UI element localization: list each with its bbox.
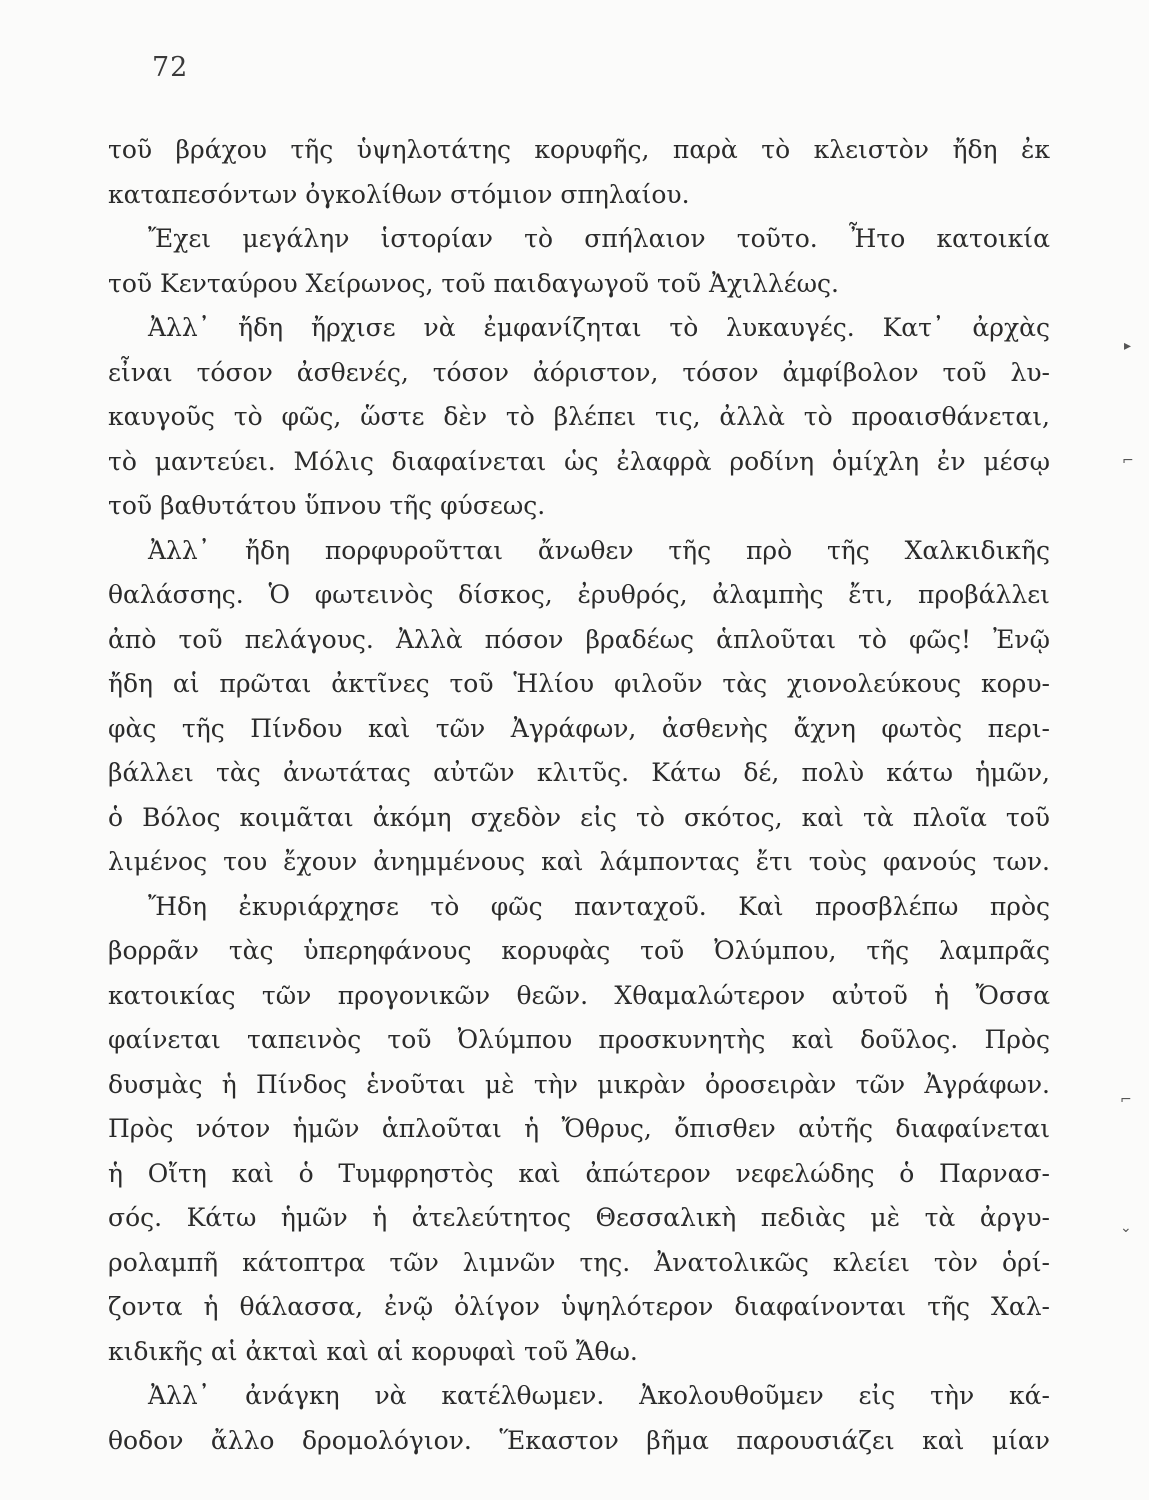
page-number: 72	[152, 52, 189, 83]
text-line: καυγοῦς τὸ φῶς, ὥστε δὲν τὸ βλέπει τις, ἀλλὰ τὸ προαισθάνεται,	[108, 402, 1050, 431]
text-line: λιμένος του ἔχουν ἀνημμένους καὶ λάμποντας ἔτι τοὺς φανούς των.	[108, 847, 1050, 876]
text-line: ἀπὸ τοῦ πελάγους. Ἀλλὰ πόσον βραδέως ἁπλοῦται τὸ φῶς! Ἐνῷ	[108, 624, 1050, 654]
text-line: ρολαμπῆ κάτοπτρα τῶν λιμνῶν της. Ἀνατολικῶς κλείει τὸν ὁρί-	[108, 1247, 1050, 1277]
margin-mark: ⌐	[1120, 1092, 1132, 1108]
text-line: σός. Κάτω ἡμῶν ἡ ἀτελεύτητος Θεσσαλικὴ πεδιὰς μὲ τὰ ἀργυ-	[108, 1203, 1050, 1232]
text-line: Ἤδη ἐκυριάρχησε τὸ φῶς πανταχοῦ. Καὶ προσβλέπω πρὸς	[148, 891, 1050, 921]
text-line: τοῦ βαθυτάτου ὕπνου τῆς φύσεως.	[108, 491, 546, 520]
text-line: βάλλει τὰς ἀνωτάτας αὐτῶν κλιτῦς. Κάτω δέ, πολὺ κάτω ἡμῶν,	[108, 758, 1050, 787]
text-line: εἶναι τόσον ἀσθενές, τόσον ἀόριστον, τόσον ἀμφίβολον τοῦ λυ-	[108, 357, 1050, 387]
text-line: θαλάσσης. Ὁ φωτεινὸς δίσκος, ἐρυθρός, ἀλαμπὴς ἔτι, προβάλλει	[108, 580, 1050, 609]
text-line: φὰς τῆς Πίνδου καὶ τῶν Ἀγράφων, ἀσθενὴς ἄχνη φωτὸς περι-	[108, 713, 1050, 743]
text-line: κιδικῆς αἱ ἀκταὶ καὶ αἱ κορυφαὶ τοῦ Ἄθω.	[108, 1336, 638, 1366]
text-line: Ἀλλ᾽ ἤδη πορφυροῦτται ἄνωθεν τῆς πρὸ τῆς Χαλκιδικῆς	[148, 535, 1050, 565]
text-line: τοῦ Κενταύρου Χείρωνος, τοῦ παιδαγωγοῦ τοῦ Ἀχιλλέως.	[108, 268, 839, 298]
margin-mark: ▸	[1124, 338, 1132, 354]
text-line: τὸ μαντεύει. Μόλις διαφαίνεται ὡς ἐλαφρὰ ροδίνη ὁμίχλη ἐν μέσῳ	[108, 446, 1050, 476]
text-line: τοῦ βράχου τῆς ὑψηλοτάτης κορυφῆς, παρὰ τὸ κλειστὸν ἤδη ἐκ	[108, 135, 1050, 164]
text-line: ζοντα ἡ θάλασσα, ἐνῷ ὀλίγον ὑψηλότερον διαφαίνονται τῆς Χαλ-	[108, 1292, 1050, 1321]
text-line: βορρᾶν τὰς ὑπερηφάνους κορυφὰς τοῦ Ὀλύμπου, τῆς λαμπρᾶς	[108, 936, 1050, 965]
text-line: θοδον ἄλλο δρομολόγιον. Ἕκαστον βῆμα παρουσιάζει καὶ μίαν	[108, 1425, 1050, 1455]
text-line: κατοικίας τῶν προγονικῶν θεῶν. Χθαμαλώτερον αὐτοῦ ἡ Ὄσσα	[108, 980, 1050, 1010]
text-line: Ἔχει μεγάλην ἱστορίαν τὸ σπήλαιον τοῦτο. Ἦτο κατοικία	[148, 224, 1050, 253]
text-line: Ἀλλ᾽ ἤδη ἤρχισε νὰ ἐμφανίζηται τὸ λυκαυγές. Κατ᾽ ἀρχὰς	[148, 313, 1050, 342]
text-line: Πρὸς νότον ἡμῶν ἁπλοῦται ἡ Ὄθρυς, ὄπισθεν αὐτῆς διαφαίνεται	[108, 1114, 1050, 1143]
margin-mark: ⌄	[1120, 1220, 1132, 1236]
text-line: ὁ Βόλος κοιμᾶται ἀκόμη σχεδὸν εἰς τὸ σκότος, καὶ τὰ πλοῖα τοῦ	[108, 802, 1050, 832]
margin-mark: ⌐	[1122, 453, 1134, 469]
text-line: Ἀλλ᾽ ἀνάγκη νὰ κατέλθωμεν. Ἀκολουθοῦμεν εἰς τὴν κά-	[148, 1381, 1050, 1410]
text-line: ἤδη αἱ πρῶται ἀκτῖνες τοῦ Ἡλίου φιλοῦν τὰς χιονολεύκους κορυ-	[108, 669, 1050, 698]
text-line: φαίνεται ταπεινὸς τοῦ Ὀλύμπου προσκυνητὴς καὶ δοῦλος. Πρὸς	[108, 1025, 1050, 1054]
body-text	[108, 128, 1050, 1463]
text-line: δυσμὰς ἡ Πίνδος ἑνοῦται μὲ τὴν μικρὰν ὀροσειρὰν τῶν Ἀγράφων.	[108, 1069, 1050, 1099]
text-line: καταπεσόντων ὀγκολίθων στόμιον σπηλαίου.	[108, 179, 690, 209]
text-line: ἡ Οἴτη καὶ ὁ Τυμφρηστὸς καὶ ἀπώτερον νεφελώδης ὁ Παρνασ-	[108, 1158, 1050, 1188]
